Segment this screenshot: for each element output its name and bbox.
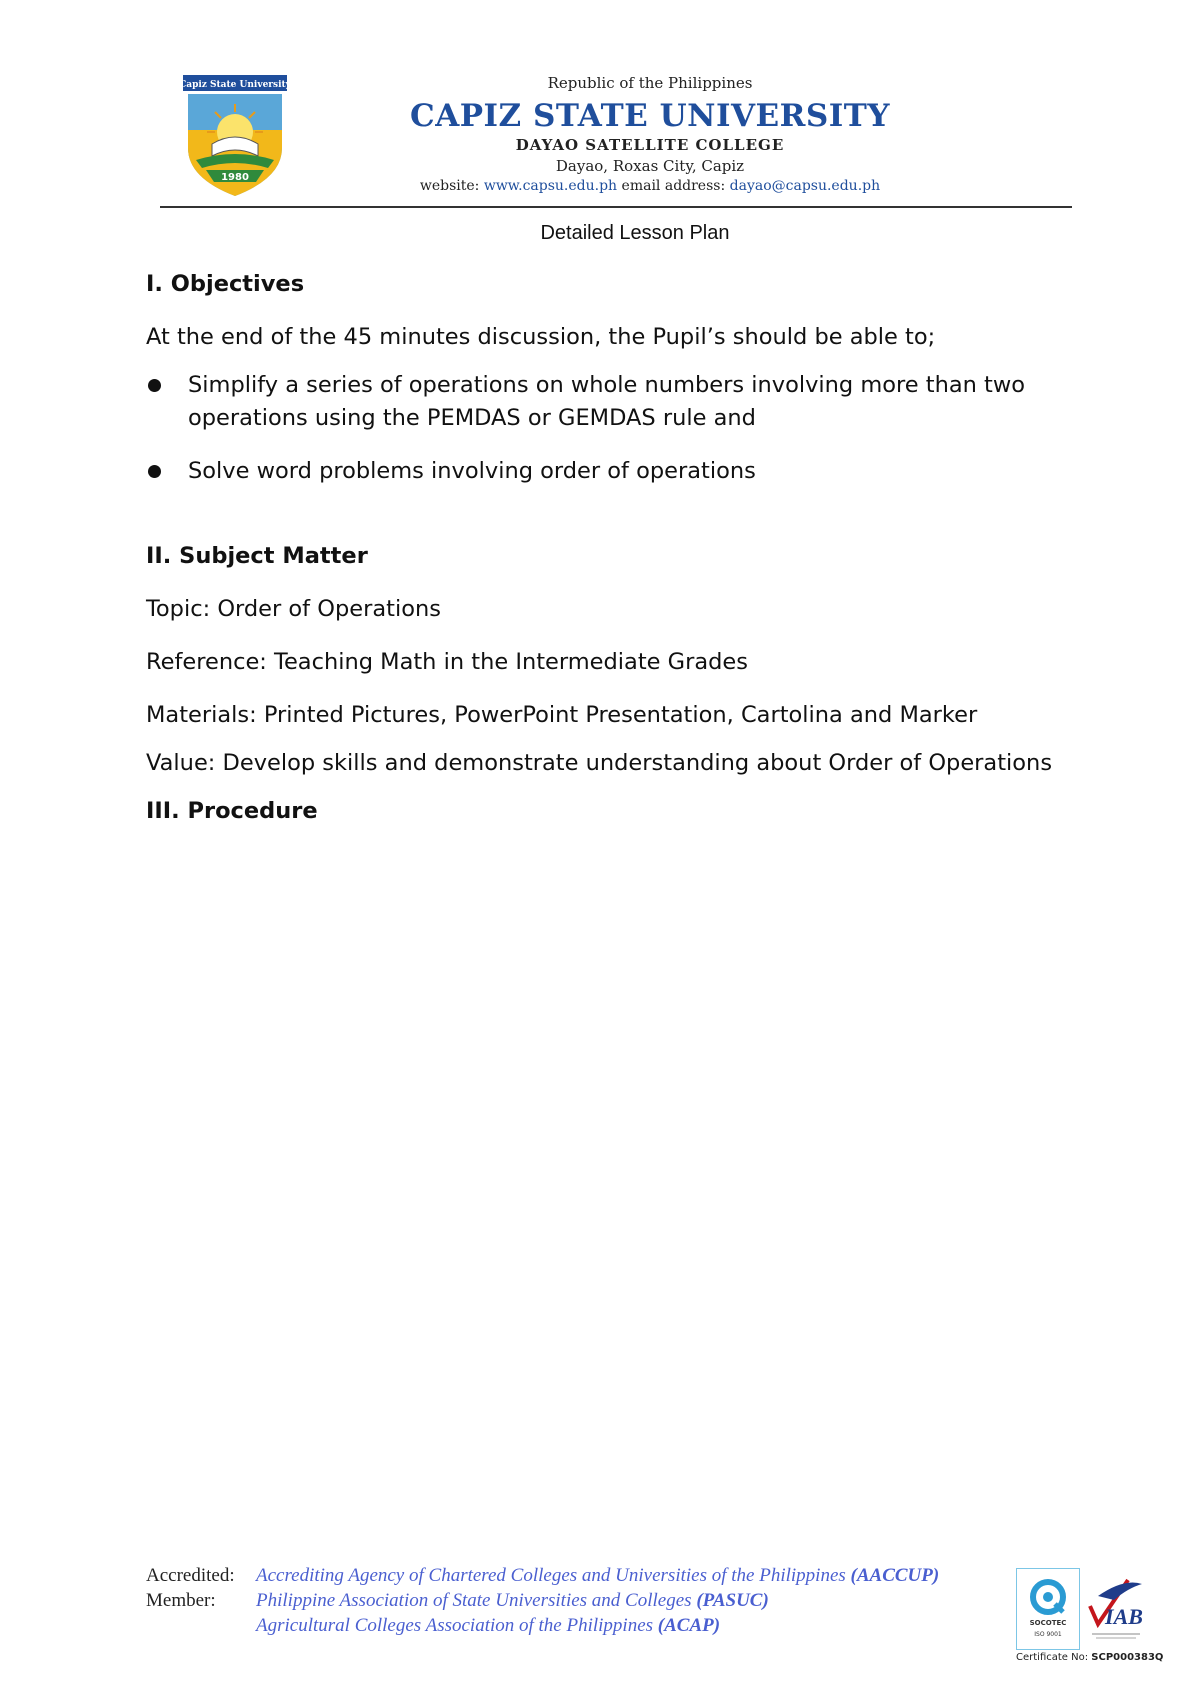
subject-matter-heading: II. Subject Matter xyxy=(146,543,368,569)
objective-text: Simplify a series of operations on whole numbers involving more than two operations using the PEMDAS or GEMDAS rule and xyxy=(188,372,1026,431)
certificate-number xyxy=(1016,1652,1163,1663)
accredited-org-abbr: (AACCUP) xyxy=(850,1565,940,1586)
document-title: Detailed Lesson Plan xyxy=(540,222,730,244)
website-label: website: xyxy=(419,178,480,194)
logo-top-text: Capiz State University xyxy=(182,80,288,90)
iab-logo-text: IAB xyxy=(1105,1604,1143,1629)
accredited-org xyxy=(256,1565,939,1587)
email-label: email address: xyxy=(621,178,726,194)
header-divider xyxy=(160,206,1072,208)
college-name: DAYAO SATELLITE COLLEGE xyxy=(515,136,785,154)
member-label: Member: xyxy=(146,1590,216,1611)
member-org-1-name: Philippine Association of State Universities and Colleges xyxy=(256,1590,692,1611)
bullet-icon xyxy=(148,379,161,392)
objective-text: Solve word problems involving order of operations xyxy=(188,458,756,484)
logo-year: 1980 xyxy=(221,172,249,183)
objectives-intro: At the end of the 45 minutes discussion, the Pupil’s should be able to; xyxy=(146,324,936,350)
iso-certification-badge xyxy=(1016,1568,1080,1650)
university-name: CAPIZ STATE UNIVERSITY xyxy=(410,98,890,134)
cert-standard: ISO 9001 xyxy=(1034,1631,1062,1638)
bullet-icon xyxy=(148,465,161,478)
republic-line: Republic of the Philippines xyxy=(547,74,753,92)
contact-line xyxy=(350,178,950,194)
iab-accreditation-logo xyxy=(1084,1572,1146,1648)
iab-logo-icon xyxy=(1084,1572,1146,1648)
accredited-label: Accredited: xyxy=(146,1565,235,1586)
certificate-value: SCP000383Q xyxy=(1091,1652,1164,1663)
topic-line: Topic: Order of Operations xyxy=(146,596,441,622)
lesson-plan-body xyxy=(146,268,1076,828)
email-link[interactable]: dayao@capsu.edu.ph xyxy=(729,178,881,194)
reference-line: Reference: Teaching Math in the Intermediate Grades xyxy=(146,649,748,675)
objective-item xyxy=(146,455,1076,488)
member-org-2 xyxy=(256,1615,720,1637)
accredited-org-name: Accrediting Agency of Chartered Colleges and Universities of the Philippines xyxy=(256,1565,846,1586)
certificate-label: Certificate No: xyxy=(1016,1652,1089,1663)
materials-line: Materials: Printed Pictures, PowerPoint Presentation, Cartolina and Marker xyxy=(146,702,978,728)
member-org-1 xyxy=(256,1590,769,1612)
value-line: Value: Develop skills and demonstrate understanding about Order of Operations xyxy=(146,750,1053,776)
member-org-2-abbr: (ACAP) xyxy=(657,1615,721,1636)
university-logo xyxy=(182,74,288,198)
objectives-heading: I. Objectives xyxy=(146,271,305,297)
member-org-2-name: Agricultural Colleges Association of the Philippines xyxy=(256,1615,654,1636)
procedure-heading: III. Procedure xyxy=(146,798,318,824)
college-address: Dayao, Roxas City, Capiz xyxy=(555,157,745,175)
objective-item xyxy=(146,369,1076,435)
website-link[interactable]: www.capsu.edu.ph xyxy=(483,178,618,194)
university-seal-icon xyxy=(182,74,288,198)
cert-brand: SOCOTEC xyxy=(1029,1619,1067,1627)
member-org-1-abbr: (PASUC) xyxy=(696,1590,769,1611)
